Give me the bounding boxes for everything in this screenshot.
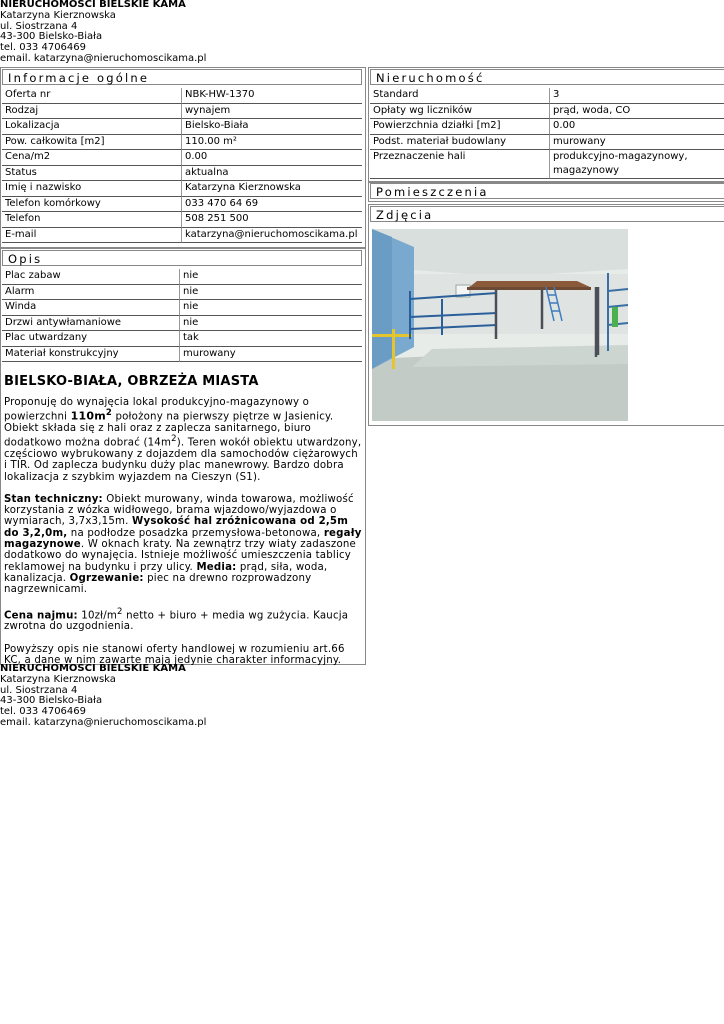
footer-agency-email: email. katarzyna@nieruchomoscikama.pl: [0, 716, 207, 728]
general-info-table: [2, 88, 362, 243]
feature-value: nie: [180, 316, 362, 332]
general-info-value: wynajem: [182, 104, 362, 120]
feature-value: tak: [180, 331, 362, 347]
agency-header: [0, 0, 206, 65]
property-value: prąd, woda, CO: [550, 104, 724, 120]
description-paragraph-3: Cena najmu: $10zł/m^2$ netto + biuro + media wg zużycia. Kaucja zwrotna do uzgodnienia.: [4, 606, 349, 633]
general-info-value: 0.00: [182, 150, 362, 166]
property-label: Podst. materiał budowlany: [370, 135, 550, 151]
description-title: Opis: [2, 250, 362, 266]
feature-label: Alarm: [2, 285, 180, 301]
feature-row: [2, 285, 362, 301]
agency-street: ul. Siostrzana 4: [0, 20, 78, 32]
agency-phone: tel. 033 4706469: [0, 42, 87, 54]
property-value: 0.00: [550, 119, 724, 135]
agency-footer: [0, 664, 206, 729]
general-info-row: [2, 228, 362, 244]
property-value: murowany: [550, 135, 724, 151]
feature-row: [2, 269, 362, 285]
general-info-label: Lokalizacja: [2, 119, 182, 135]
property-label: Standard: [370, 88, 550, 104]
agency-person: Katarzyna Kierznowska: [0, 9, 116, 21]
general-info-row: [2, 88, 362, 104]
description-paragraph-2: Stan techniczny: Obiekt murowany, winda towarowa, możliwość korzystania z wózka widłowego, brama wjazdowo/wyjazdowa o wymiarach, 3,7x3,15m. Wysokość hal zróżnicowana od 2,5m do 3,2,0m, na podłodze posadzka przemysłowa-betonowa, regały magazynowe. W oknach kraty. Na zewnątrz trzy wiaty zadaszone dodatkowo do wynajęcia. Istnieje możliwość umieszczenia tablicy reklamowej na budynku i przy ulicy. Media: prąd, siła, woda, kanalizacja. Ogrzewanie: piec na drewno rozprowadzony nagrzewnicami.: [4, 493, 362, 596]
general-info-label: E-mail: [2, 228, 182, 244]
footer-agency-phone: tel. 033 4706469: [0, 706, 87, 718]
feature-label: Drzwi antywłamaniowe: [2, 316, 180, 332]
general-info-label: Cena/m2: [2, 150, 182, 166]
agency-name: NIERUCHOMOŚCI BIELSKIE KAMA: [0, 0, 186, 10]
footer-agency-name: NIERUCHOMOŚCI BIELSKIE KAMA: [0, 663, 186, 674]
general-info-row: [2, 166, 362, 182]
feature-row: [2, 316, 362, 332]
general-info-title: Informacje ogólne: [2, 69, 362, 85]
general-info-row: [2, 181, 362, 197]
general-info-label: Pow. całkowita [m2]: [2, 135, 182, 151]
property-row: [370, 104, 724, 120]
description-paragraph-1: Proponuję do wynajęcia lokal produkcyjno-magazynowy o powierzchni $110m^2$ położony na pierwszy piętrze w Jasienicy. Obiekt składa się z hali oraz z zaplecza sanitarnego, biuro dodatkowo można dobrać $(14m^2)$. Teren wokół obiektu utwardzony, częściowo wybrukowany z dojazdem dla samochodów ciężarowych i TIR. Od zaplecza budynku duży plac manewrowy. Bardzo dobra lokalizacja z szybkim wyjazdem na Cieszyn (S1).: [4, 397, 362, 483]
feature-label: Plac utwardzany: [2, 331, 180, 347]
property-label: Przeznaczenie hali: [370, 150, 550, 179]
property-row: [370, 135, 724, 151]
listing-headline: BIELSKO-BIAŁA, OBRZEŻA MIASTA: [4, 374, 259, 389]
features-table: [2, 269, 362, 362]
general-info-value: 508 251 500: [182, 212, 362, 228]
property-value: produkcyjno-magazynowy, magazynowy: [550, 150, 724, 179]
feature-value: murowany: [180, 347, 362, 363]
general-info-row: [2, 135, 362, 151]
property-row: [370, 88, 724, 104]
property-label: Powierzchnia działki [m2]: [370, 119, 550, 135]
feature-value: nie: [180, 269, 362, 285]
general-info-value: 033 470 64 69: [182, 197, 362, 213]
general-info-value: NBK-HW-1370: [182, 88, 362, 104]
general-info-value: Bielsko-Biała: [182, 119, 362, 135]
general-info-row: [2, 119, 362, 135]
general-info-row: [2, 212, 362, 228]
footer-agency-person: Katarzyna Kierznowska: [0, 673, 116, 685]
property-label: Opłaty wg liczników: [370, 104, 550, 120]
feature-label: Winda: [2, 300, 180, 316]
agency-email: email. katarzyna@nieruchomoscikama.pl: [0, 52, 207, 64]
warehouse-interior-image: [372, 229, 628, 421]
general-info-value: Katarzyna Kierznowska: [182, 181, 362, 197]
property-row: [370, 150, 724, 179]
general-info-value: aktualna: [182, 166, 362, 182]
general-info-label: Oferta nr: [2, 88, 182, 104]
photos-title: Zdjęcia: [370, 206, 724, 222]
listing-description: [4, 397, 362, 677]
feature-value: nie: [180, 285, 362, 301]
feature-value: nie: [180, 300, 362, 316]
general-info-value: 110.00 m²: [182, 135, 362, 151]
agency-city: 43-300 Bielsko-Biała: [0, 31, 103, 43]
general-info-row: [2, 197, 362, 213]
general-info-label: Imię i nazwisko: [2, 181, 182, 197]
feature-label: Materiał konstrukcyjny: [2, 347, 180, 363]
general-info-row: [2, 104, 362, 120]
feature-row: [2, 331, 362, 347]
property-table: [370, 88, 724, 179]
general-info-label: Status: [2, 166, 182, 182]
property-value: 3: [550, 88, 724, 104]
general-info-label: Telefon komórkowy: [2, 197, 182, 213]
footer-agency-street: ul. Siostrzana 4: [0, 684, 78, 696]
description-paragraph-4: Powyższy opis nie stanowi oferty handlowej w rozumieniu art.66 KC, a dane w nim zawarte mają jedynie charakter informacyjny.: [4, 643, 345, 666]
property-row: [370, 119, 724, 135]
general-info-value: katarzyna@nieruchomoscikama.pl: [182, 228, 362, 244]
warehouse-photo[interactable]: [372, 229, 628, 421]
general-info-label: Telefon: [2, 212, 182, 228]
footer-agency-city: 43-300 Bielsko-Biała: [0, 695, 103, 707]
feature-row: [2, 347, 362, 363]
rooms-title: Pomieszczenia: [370, 183, 724, 199]
feature-label: Plac zabaw: [2, 269, 180, 285]
general-info-row: [2, 150, 362, 166]
property-title: Nieruchomość: [370, 69, 724, 85]
feature-row: [2, 300, 362, 316]
general-info-label: Rodzaj: [2, 104, 182, 120]
